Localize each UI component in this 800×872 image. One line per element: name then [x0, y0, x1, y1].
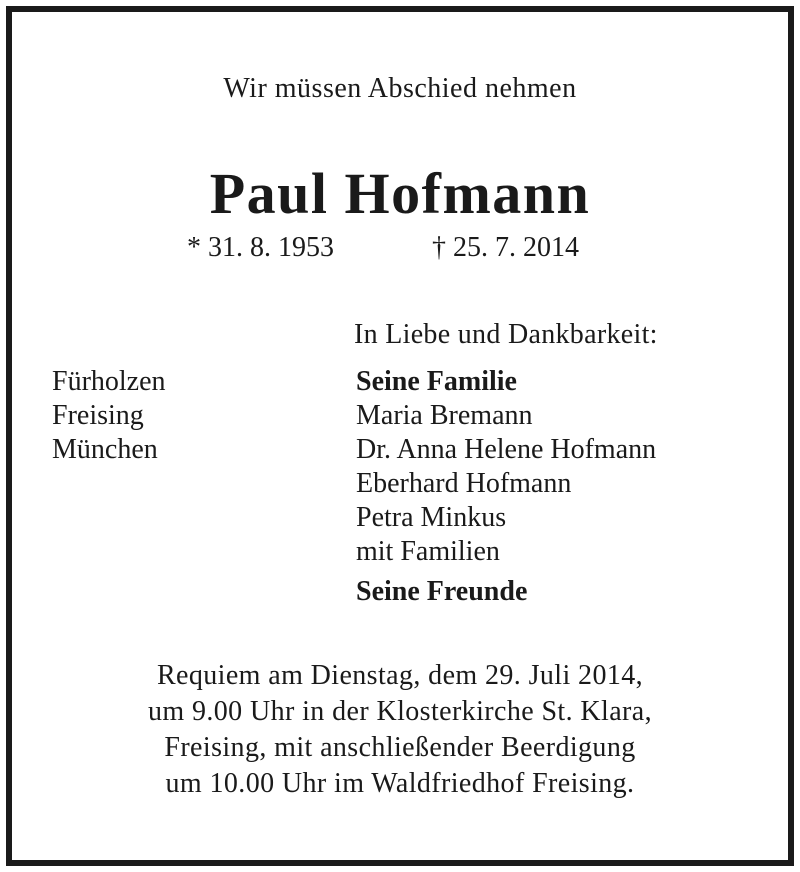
gratitude-line: In Liebe und Dankbarkeit:: [354, 319, 658, 350]
mourners-list: [356, 365, 656, 609]
place-item: München: [52, 434, 158, 465]
death-date: † 25. 7. 2014: [432, 232, 579, 263]
place-item: Freising: [52, 400, 144, 431]
mourner-item: Petra Minkus: [356, 502, 507, 533]
friends-heading: Seine Freunde: [356, 576, 528, 607]
family-heading: Seine Familie: [356, 366, 517, 397]
mourner-item: Eberhard Hofmann: [356, 468, 572, 499]
service-line: Freising, mit anschließender Beerdigung: [164, 732, 636, 763]
deceased-name: Paul Hofmann: [209, 161, 591, 226]
places-list: [52, 365, 166, 467]
birth-date: * 31. 8. 1953: [187, 232, 334, 263]
mourner-item: Dr. Anna Helene Hofmann: [356, 434, 657, 465]
service-line: um 9.00 Uhr in der Klosterkirche St. Klara,: [148, 696, 652, 727]
farewell-line: Wir müssen Abschied nehmen: [223, 73, 577, 104]
mourner-item: Maria Bremann: [356, 400, 533, 431]
service-details: [0, 658, 800, 802]
service-line: um 10.00 Uhr im Waldfriedhof Freising.: [165, 768, 635, 799]
place-item: Fürholzen: [52, 366, 166, 397]
service-line: Requiem am Dienstag, dem 29. Juli 2014,: [156, 660, 644, 691]
mourner-item: mit Familien: [356, 536, 500, 567]
